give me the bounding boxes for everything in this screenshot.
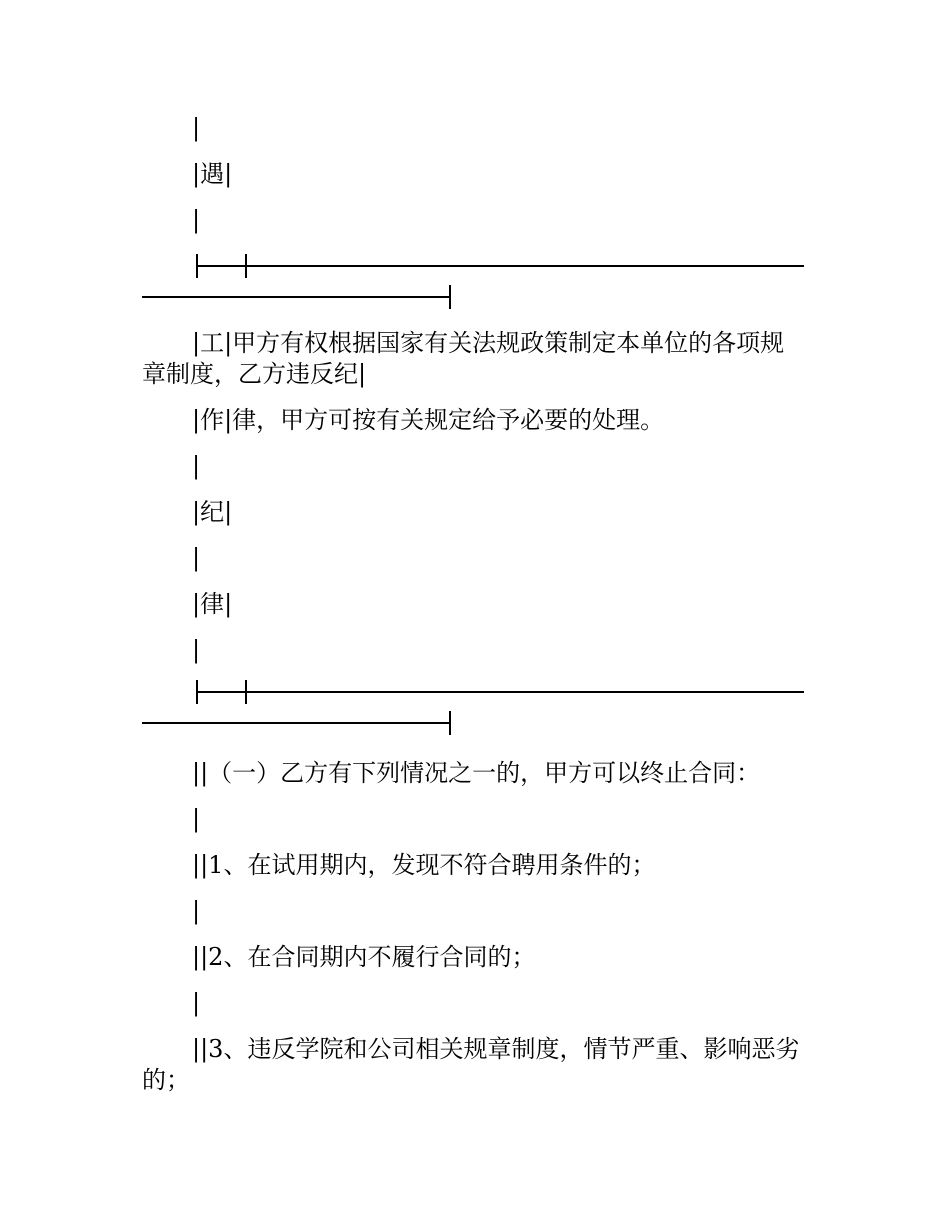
text-line: |	[192, 452, 201, 480]
text-line: |	[192, 805, 201, 833]
table-border-rule	[142, 680, 804, 728]
text-line: |纪|	[192, 498, 233, 526]
text-line: |	[192, 989, 201, 1017]
text-line: |	[192, 636, 201, 664]
text-line: |遇|	[192, 160, 233, 188]
text-line: ||2、在合同期内不履行合同的；	[192, 943, 536, 971]
table-border-rule	[142, 254, 804, 302]
text-line: ||（一）乙方有下列情况之一的，甲方可以终止合同：	[192, 759, 761, 787]
text-line: ||1、在试用期内，发现不符合聘用条件的；	[192, 851, 656, 879]
text-line: |工|甲方有权根据国家有关法规政策制定本单位的各项规章制度，乙方违反纪|	[142, 329, 785, 388]
text-line: |	[192, 114, 201, 142]
text-line: ||3、违反学院和公司相关规章制度，情节严重、影响恶劣的；	[142, 1035, 800, 1094]
text-line: |	[192, 544, 201, 572]
text-line: |	[192, 206, 201, 234]
text-line: |律|	[192, 590, 233, 618]
text-line: |	[192, 897, 201, 925]
text-line: |作|律，甲方可按有关规定给予必要的处理。	[192, 406, 665, 434]
